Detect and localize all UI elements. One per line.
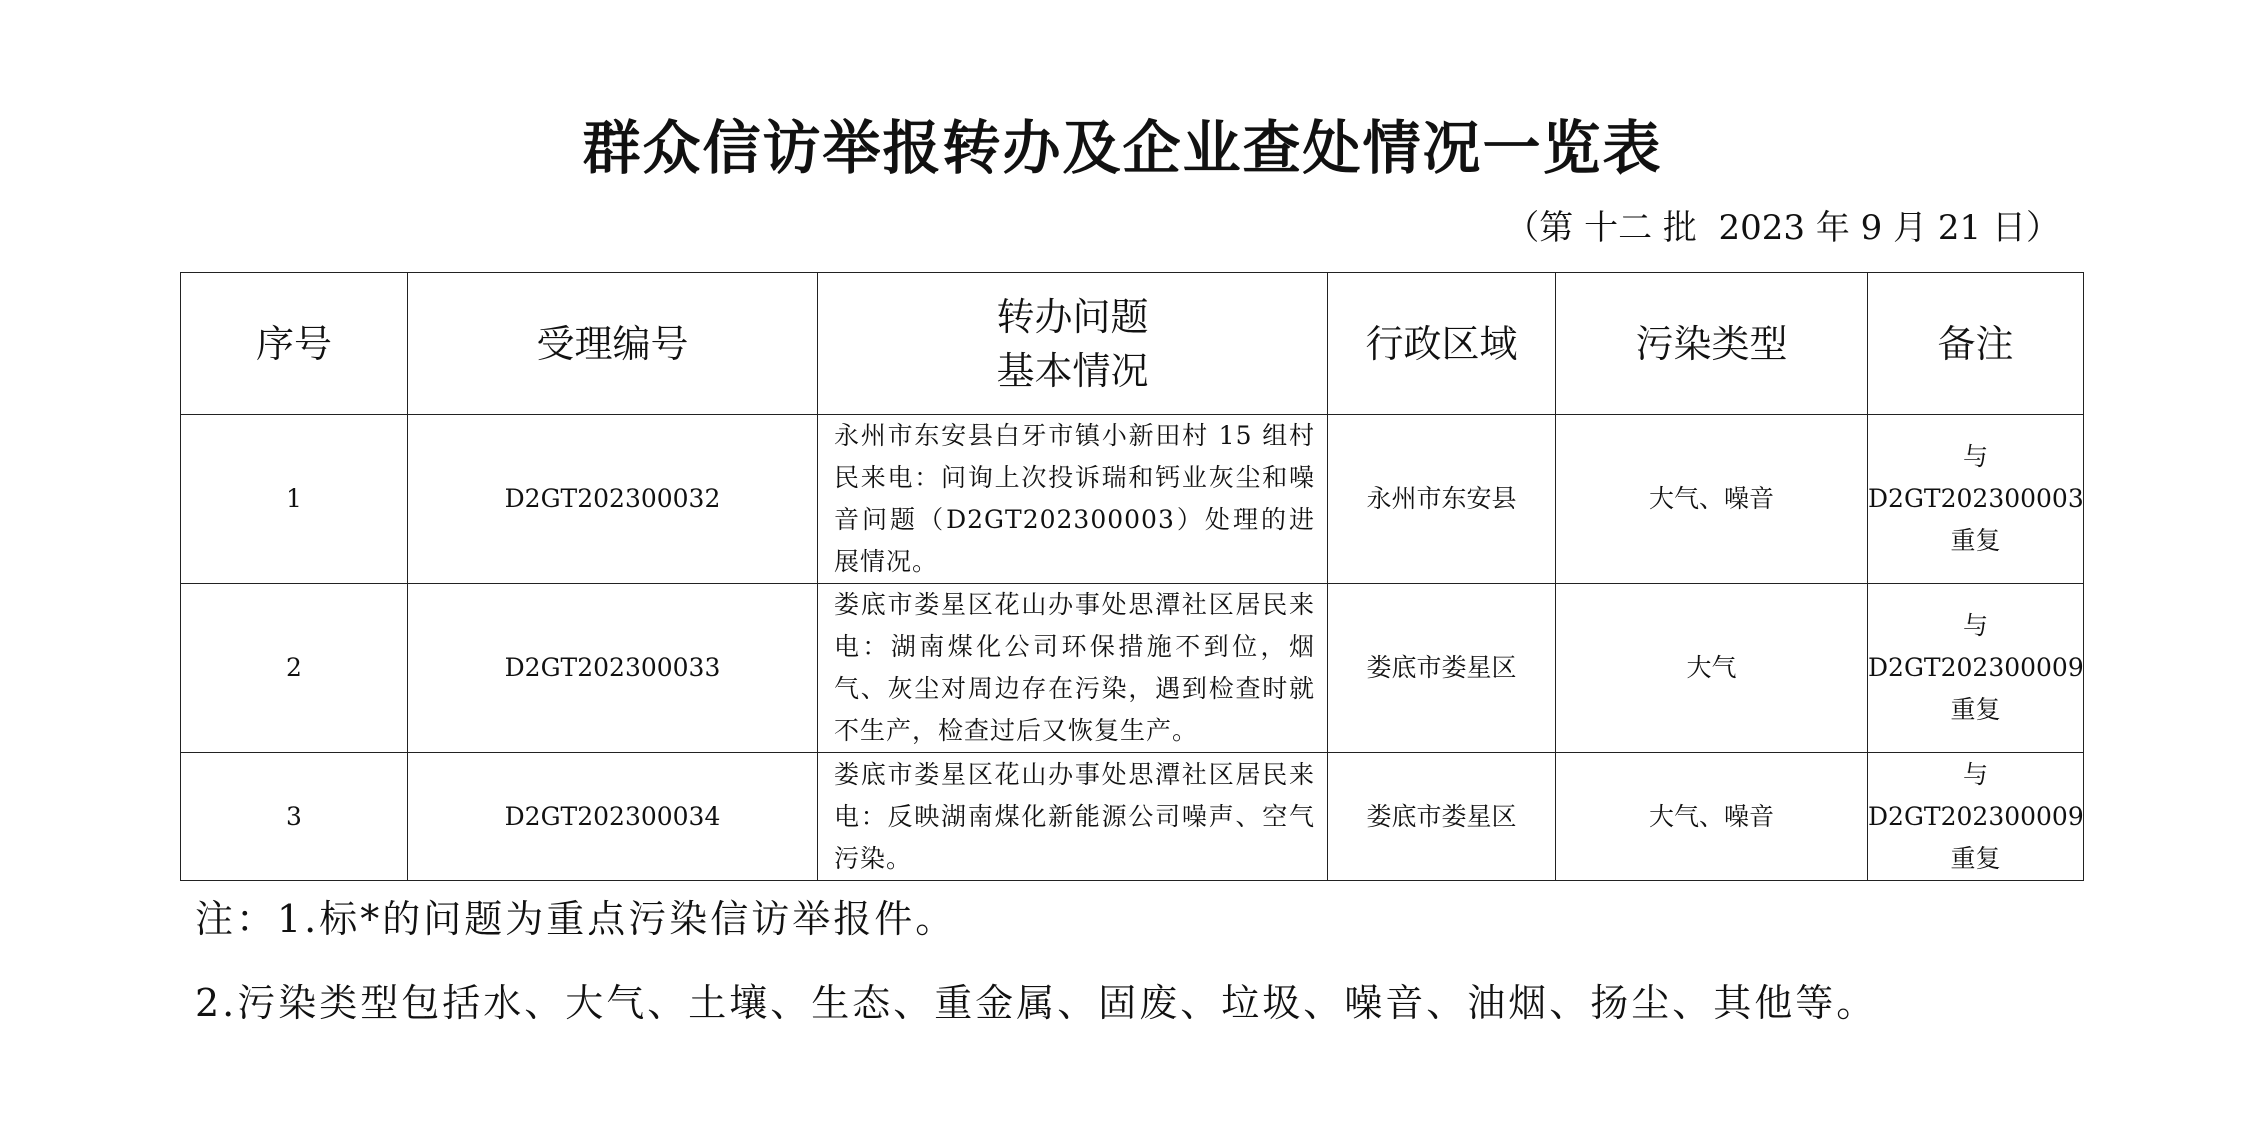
cell-region: 娄底市娄星区	[1328, 753, 1556, 881]
cell-index: 1	[181, 415, 408, 584]
remark-line3: 重复	[1950, 843, 2001, 873]
cell-pollution-type: 大气、噪音	[1556, 753, 1868, 881]
table-row	[181, 415, 2084, 584]
header-index: 序号	[181, 273, 408, 415]
remark-line2: D2GT202300009	[1868, 653, 2084, 682]
header-issue-line2: 基本情况	[996, 348, 1149, 393]
cell-accept-no: D2GT202300032	[408, 415, 818, 584]
remark-line3: 重复	[1950, 695, 2001, 724]
remark-line2: D2GT202300009	[1868, 801, 2084, 831]
cell-region: 娄底市娄星区	[1328, 584, 1556, 753]
remark-line1: 与	[1962, 611, 1988, 640]
table-row	[181, 584, 2084, 753]
cell-remark	[1868, 415, 2084, 584]
cell-pollution-type: 大气	[1556, 584, 1868, 753]
table-header-row	[181, 273, 2084, 415]
header-pollution-type: 污染类型	[1556, 273, 1868, 415]
footnote-1: 注：1.标*的问题为重点污染信访举报件。	[195, 897, 957, 941]
complaints-table	[180, 272, 2084, 881]
cell-accept-no: D2GT202300033	[408, 584, 818, 753]
remark-line1: 与	[1962, 759, 1988, 789]
cell-index: 3	[181, 753, 408, 881]
batch-info: （第 十二 批 2023 年 9 月 21 日）	[1505, 208, 2060, 248]
cell-accept-no: D2GT202300034	[408, 753, 818, 881]
header-remark: 备注	[1868, 273, 2084, 415]
cell-description: 永州市东安县白牙市镇小新田村 15 组村民来电：问询上次投诉瑞和钙业灰尘和噪音问题（D2GT202300003）处理的进展情况。	[818, 415, 1328, 584]
remark-line1: 与	[1962, 442, 1988, 471]
header-issue	[818, 273, 1328, 415]
cell-region: 永州市东安县	[1328, 415, 1556, 584]
cell-remark	[1868, 584, 2084, 753]
cell-pollution-type: 大气、噪音	[1556, 415, 1868, 584]
remark-line3: 重复	[1950, 526, 2001, 555]
document-title: 群众信访举报转办及企业查处情况一览表	[582, 114, 1663, 182]
cell-description: 娄底市娄星区花山办事处思潭社区居民来电：反映湖南煤化新能源公司噪声、空气污染。	[818, 753, 1328, 881]
remark-line2: D2GT202300003	[1868, 484, 2084, 513]
table-row	[181, 753, 2084, 881]
cell-remark	[1868, 753, 2084, 881]
header-region: 行政区域	[1328, 273, 1556, 415]
cell-index: 2	[181, 584, 408, 753]
header-issue-line1: 转办问题	[996, 294, 1149, 339]
cell-description: 娄底市娄星区花山办事处思潭社区居民来电：湖南煤化公司环保措施不到位，烟气、灰尘对周边存在污染，遇到检查时就不生产，检查过后又恢复生产。	[818, 584, 1328, 753]
header-accept-no: 受理编号	[408, 273, 818, 415]
footnote-2: 2.污染类型包括水、大气、土壤、生态、重金属、固废、垃圾、噪音、油烟、扬尘、其他等。	[195, 981, 1878, 1025]
